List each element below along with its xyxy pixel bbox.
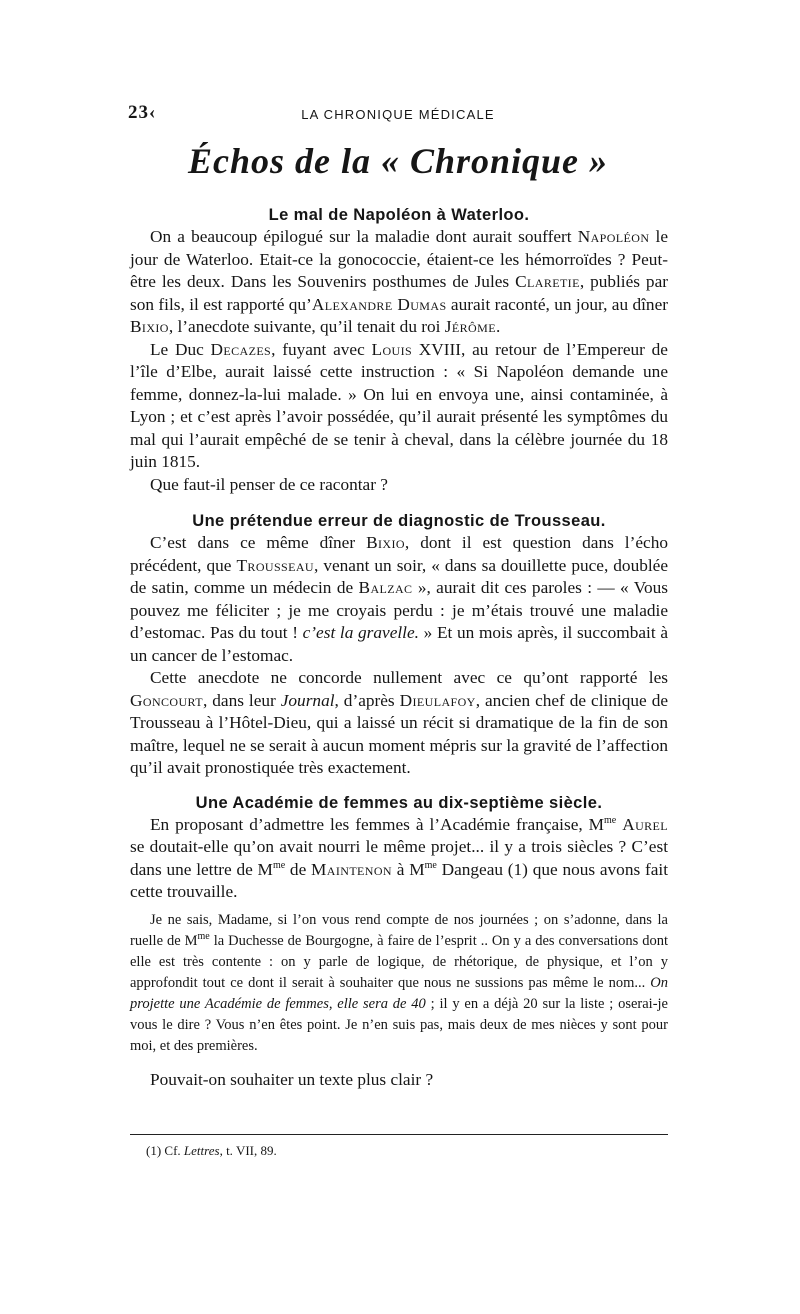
person-name: Dieulafoy (399, 690, 476, 710)
person-name: Decazes (210, 339, 272, 359)
main-content (130, 204, 668, 1091)
running-title: LA CHRONIQUE MÉDICALE (301, 107, 495, 122)
footnote: (1) Cf. Lettres, t. VII, 89. (146, 1143, 277, 1158)
italic-text: On projette une Académie de femmes, elle sera de 40 (130, 974, 668, 1012)
person-name: Trousseau (236, 555, 314, 575)
person-name: Balzac (358, 578, 413, 597)
article-heading: Le mal de Napoléon à Waterloo. (268, 206, 530, 224)
section-title: Échos de la « Chronique » (187, 141, 609, 181)
person-name: Bixio (366, 533, 405, 552)
article-heading: Une prétendue erreur de diagnostic de Trousseau. (192, 512, 606, 530)
person-name: Aurel (622, 814, 668, 834)
person-name: Bixio (130, 317, 169, 336)
quotation (130, 910, 668, 1057)
person-name: Alexandre Dumas (311, 294, 447, 314)
article-heading: Une Académie de femmes au dix-septième siècle. (195, 793, 603, 812)
person-name: Goncourt (130, 690, 203, 710)
paragraph: En proposant d’admettre les femmes à l’Académie française, $M^{me}$ Aurel se doutait-elle qu’on avait nourri le même projet... il y a trois siècles ? C’est dans une lettre de $M^{me}$ de Maintenon à $M^{me}$ Dangeau (1) que nous avons fait cette trouvaille. (130, 814, 668, 901)
person-name: Napoléon (577, 227, 650, 246)
person-name: Claretie (515, 272, 580, 291)
paragraph: Pouvait-on souhaiter un texte plus clair ? (150, 1069, 434, 1089)
paragraph: Que faut-il penser de ce racontar ? (150, 474, 388, 494)
person-name: Jérôme (444, 317, 496, 336)
italic-text: Journal (280, 690, 335, 710)
italic-text: Lettres (183, 1143, 220, 1158)
paragraph: On a beaucoup épilogué sur la maladie dont aurait souffert Napoléon le jour de Waterloo. Etait-ce la gonococcie, étaient-ce les hémorroïdes ? Peut-être les deux. Dans les Souvenirs posthumes de Jules Claretie, publiés par son fils, il est rapporté qu’Alexandre Dumas aurait raconté, un jour, au dîner Bixio, l’anecdote suivante, qu’il tenait du roi Jérôme. (130, 227, 669, 336)
person-name: Louis (371, 339, 413, 359)
page-number: 23‹ (128, 102, 157, 123)
paragraph: Le Duc Decazes, fuyant avec Louis XVIII, au retour de l’Empereur de l’île d’Elbe, aurait laissé cette instruction : « Si Napoléon demande une femme, donnez-la-lui malade. » On lui en envoya une, ainsi contaminée, à Lyon ; et c’est après l’avoir possédée, qu’il aurait présenté les symptômes du mal qui l’aurait empêché de se tenir à cheval, dans la célèbre journée du 18 juin 1815. (130, 339, 668, 471)
paragraph: Cette anecdote ne concorde nullement avec ce qu’ont rapporté les Goncourt, dans leur Journal, d’après Dieulafoy, ancien chef de clinique de Trousseau à l’Hôtel-Dieu, qui a laissé un récit si dramatique de la fin de son maître, lequel ne se serait à aucun moment mépris sur la gravité de l’affection qu’il avait pronostiquée très exactement. (130, 668, 668, 777)
person-name: Maintenon (311, 859, 392, 879)
quotation-text: Je ne sais, Madame, si l’on vous rend compte de nos journées ; on s’adonne, dans la ruelle de $M^{me}$ la Duchesse de Bourgogne, à faire de l’esprit .. On y a des conversations dont elle est très contente : on y parle de logique, de rhétorique, de physique, et l’on y approfondit tout ce dont il serait à souhaiter que nous ne sussions pas même le nom... On projette une Académie de femmes, elle sera de 40 ; il y en a déjà 20 sur la liste ; oserai-je vous le dire ? Vous n’en êtes point. Je n’en suis pas, mais deux de mes nièces y sont pour moi, et des premières. (130, 911, 668, 1054)
footnote-rule (130, 1134, 668, 1135)
italic-text: c’est la gravelle. (302, 623, 419, 642)
paragraph: C’est dans ce même dîner Bixio, dont il est question dans l’écho précédent, que Trousseau, venant un soir, « dans sa douillette puce, doublée de satin, comme un médecin de Balzac », aurait dit ces paroles : — « Vous pouvez me féliciter ; je me croyais perdu : je m’étais trouvé une maladie d’estomac. Pas du tout ! c’est la gravelle. » Et un mois après, il succombait à un cancer de l’estomac. (130, 533, 669, 665)
